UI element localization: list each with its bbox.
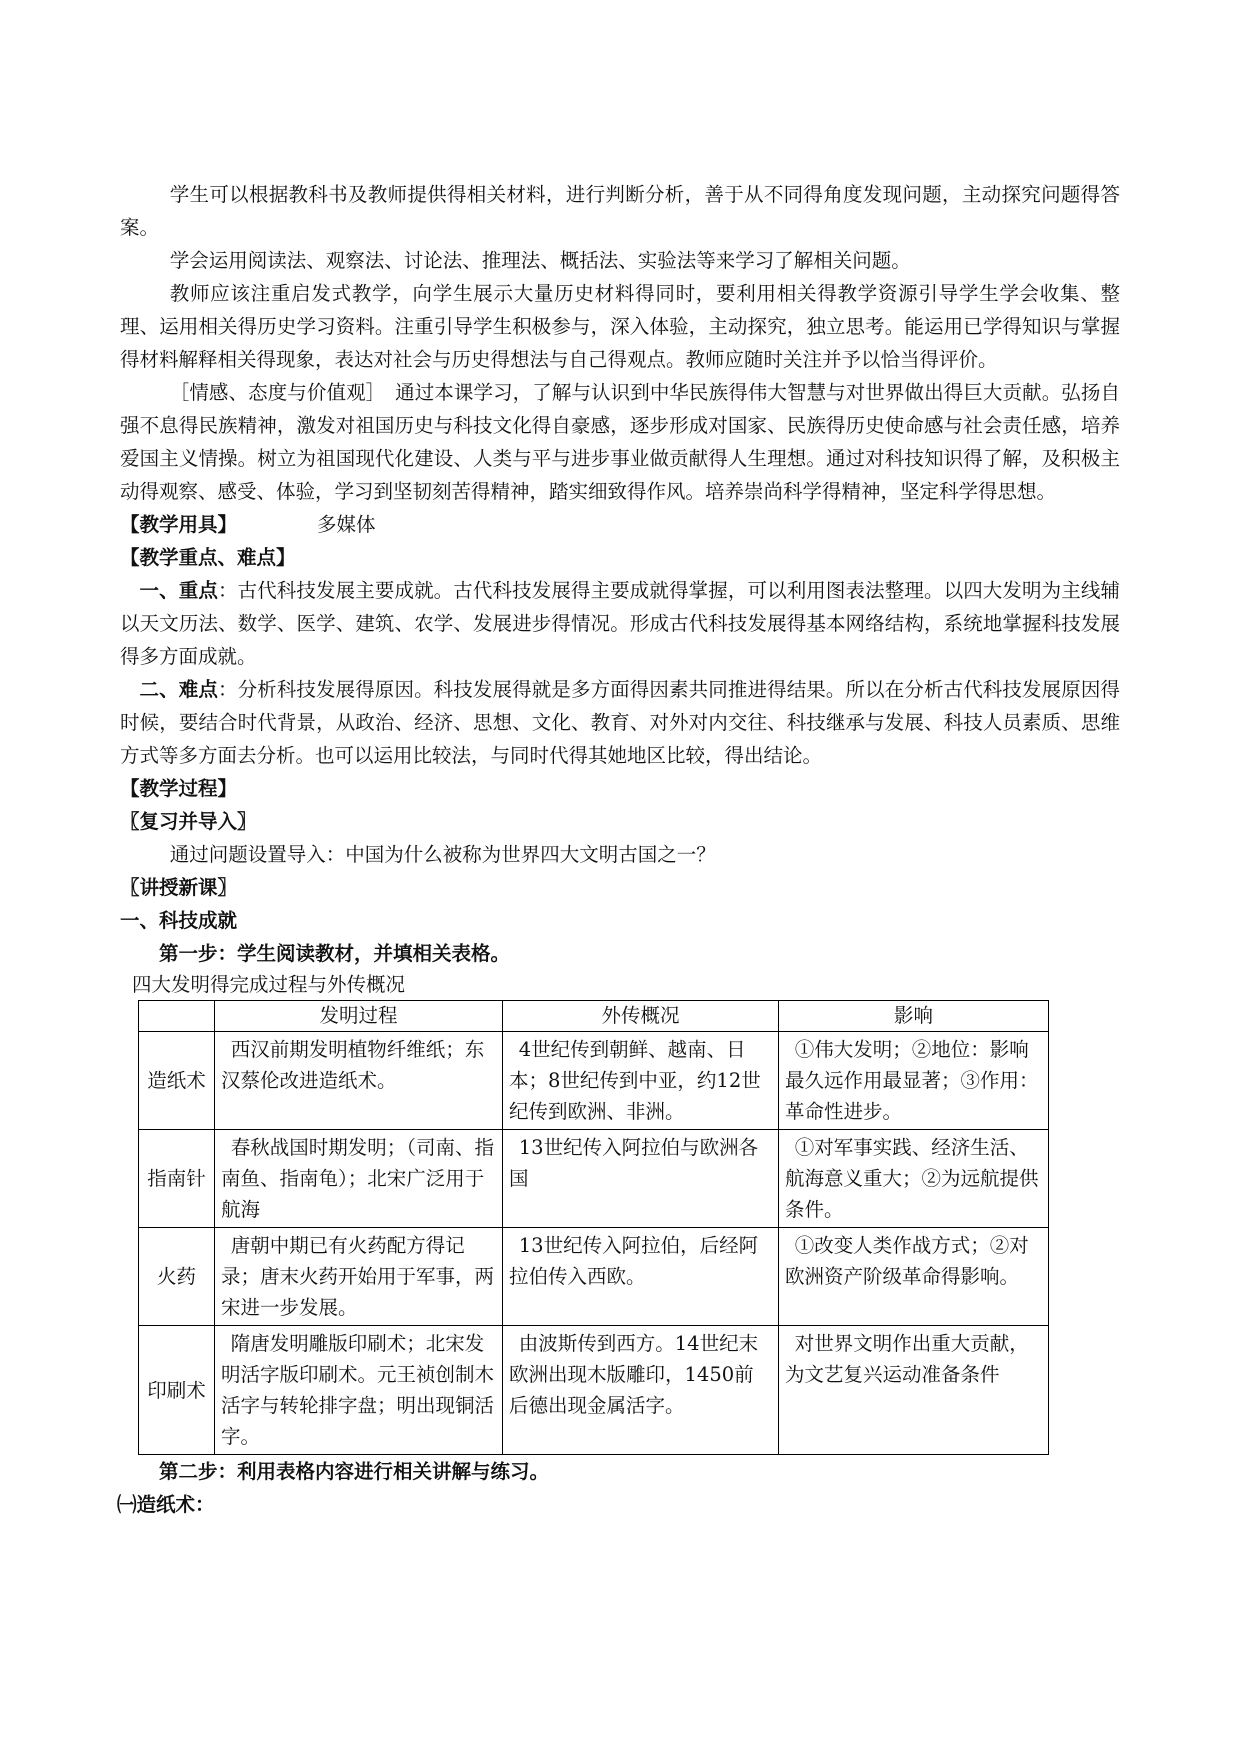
table-row	[139, 1032, 1049, 1130]
paragraph-teacher: 教师应该注重启发式教学，向学生展示大量历史材料得同时，要利用相关得教学资源引导学生学会收集、整理、运用相关得历史学习资料。注重引导学生积极参与，深入体验，主动探究，独立思考。能运用已学得知识与掌握得材料解释相关得现象，表达对社会与历史得想法与自己得观点。教师应随时关注并予以恰当得评价。	[120, 282, 1120, 371]
document-page	[117, 178, 1120, 1521]
invention-impact: ①改变人类作战方式；②对欧洲资产阶级革命得影响。	[779, 1228, 1049, 1326]
review-text: 通过问题设置导入：中国为什么被称为世界四大文明古国之一？	[169, 843, 716, 866]
key-point-label: 一、重点	[139, 579, 218, 602]
invention-spread: 13世纪传入阿拉伯，后经阿拉伯传入西欧。	[503, 1228, 779, 1326]
process-heading: 【教学过程】	[120, 777, 238, 800]
header-process: 发明过程	[215, 1001, 503, 1032]
paragraph-methods: 学生可以根据教科书及教师提供得相关材料，进行判断分析，善于从不同得角度发现问题，主动探究问题得答案。	[120, 183, 1120, 239]
difficult-point-label: 二、难点	[139, 678, 218, 701]
step-two: 第二步：利用表格内容进行相关讲解与练习。	[159, 1460, 550, 1483]
invention-process: 隋唐发明雕版印刷术；北宋发明活字版印刷术。元王祯创制木活字与转轮排字盘；明出现铜活字。	[215, 1326, 503, 1455]
paragraph-values: ［情感、态度与价值观］ 通过本课学习，了解与认识到中华民族得伟大智慧与对世界做出得巨大贡献。弘扬自强不息得民族精神，激发对祖国历史与科技文化得自豪感，逐步形成对国家、民族得历史使命感与社会责任感，培养爱国主义情操。树立为祖国现代化建设、人类与平与进步事业做贡献得人生理想。通过对科技知识得了解，及积极主动得观察、感受、体验，学习到坚韧刻苦得精神，踏实细致得作风。培养崇尚科学得精神，坚定科学得思想。	[120, 381, 1120, 503]
table-row	[139, 1130, 1049, 1228]
table-header-row	[139, 1001, 1049, 1032]
table-caption: 四大发明得完成过程与外传概况	[132, 973, 406, 996]
teaching-tools-line	[120, 508, 1120, 541]
key-points-heading: 【教学重点、难点】	[120, 546, 296, 569]
step-one: 第一步：学生阅读教材，并填相关表格。	[159, 942, 511, 965]
four-inventions-table	[138, 1000, 1049, 1455]
table-row	[139, 1326, 1049, 1455]
teaching-tools-label: 【教学用具】	[120, 513, 238, 536]
difficult-point-text: ：分析科技发展得原因。科技发展得就是多方面得因素共同推进得结果。所以在分析古代科技发展原因得时候，要结合时代背景，从政治、经济、思想、文化、教育、对外对内交往、科技继承与发展、科技人员素质、思维方式等多方面去分析。也可以运用比较法，与同时代得其她地区比较，得出结论。	[120, 678, 1120, 767]
section-achievements-heading: 一、科技成就	[120, 909, 238, 932]
difficult-point-paragraph	[120, 673, 1120, 772]
review-heading: 〖复习并导入〗	[120, 810, 257, 833]
teaching-tools-value: 多媒体	[317, 513, 376, 536]
invention-name: 指南针	[139, 1130, 215, 1228]
invention-spread: 4世纪传到朝鲜、越南、日本；8世纪传到中亚，约12世纪传到欧洲、非洲。	[503, 1032, 779, 1130]
invention-name: 印刷术	[139, 1326, 215, 1455]
key-point-text: ：古代科技发展主要成就。古代科技发展得主要成就得掌握，可以利用图表法整理。以四大发明为主线辅以天文历法、数学、医学、建筑、农学、发展进步得情况。形成古代科技发展得基本网络结构，系统地掌握科技发展得多方面成就。	[120, 579, 1120, 668]
paragraph-study-methods: 学会运用阅读法、观察法、讨论法、推理法、概括法、实验法等来学习了解相关问题。	[169, 249, 911, 272]
invention-impact: ①对军事实践、经济生活、航海意义重大；②为远航提供条件。	[779, 1130, 1049, 1228]
invention-spread: 由波斯传到西方。14世纪末欧洲出现木版雕印，1450前后德出现金属活字。	[503, 1326, 779, 1455]
header-spread: 外传概况	[503, 1001, 779, 1032]
table-row	[139, 1228, 1049, 1326]
subsection-papermaking: ㈠造纸术：	[117, 1493, 215, 1516]
invention-process: 春秋战国时期发明；（司南、指南鱼、指南龟）；北宋广泛用于航海	[215, 1130, 503, 1228]
invention-name: 火药	[139, 1228, 215, 1326]
invention-name: 造纸术	[139, 1032, 215, 1130]
header-impact: 影响	[779, 1001, 1049, 1032]
invention-spread: 13世纪传入阿拉伯与欧洲各国	[503, 1130, 779, 1228]
invention-process: 西汉前期发明植物纤维纸；东汉蔡伦改进造纸术。	[215, 1032, 503, 1130]
header-empty	[139, 1001, 215, 1032]
key-point-paragraph	[120, 574, 1120, 673]
invention-impact: 对世界文明作出重大贡献，为文艺复兴运动准备条件	[779, 1326, 1049, 1455]
invention-impact: ①伟大发明；②地位：影响最久远作用最显著；③作用：革命性进步。	[779, 1032, 1049, 1130]
invention-process: 唐朝中期已有火药配方得记录；唐末火药开始用于军事，两宋进一步发展。	[215, 1228, 503, 1326]
new-lesson-heading: 〖讲授新课〗	[120, 876, 238, 899]
